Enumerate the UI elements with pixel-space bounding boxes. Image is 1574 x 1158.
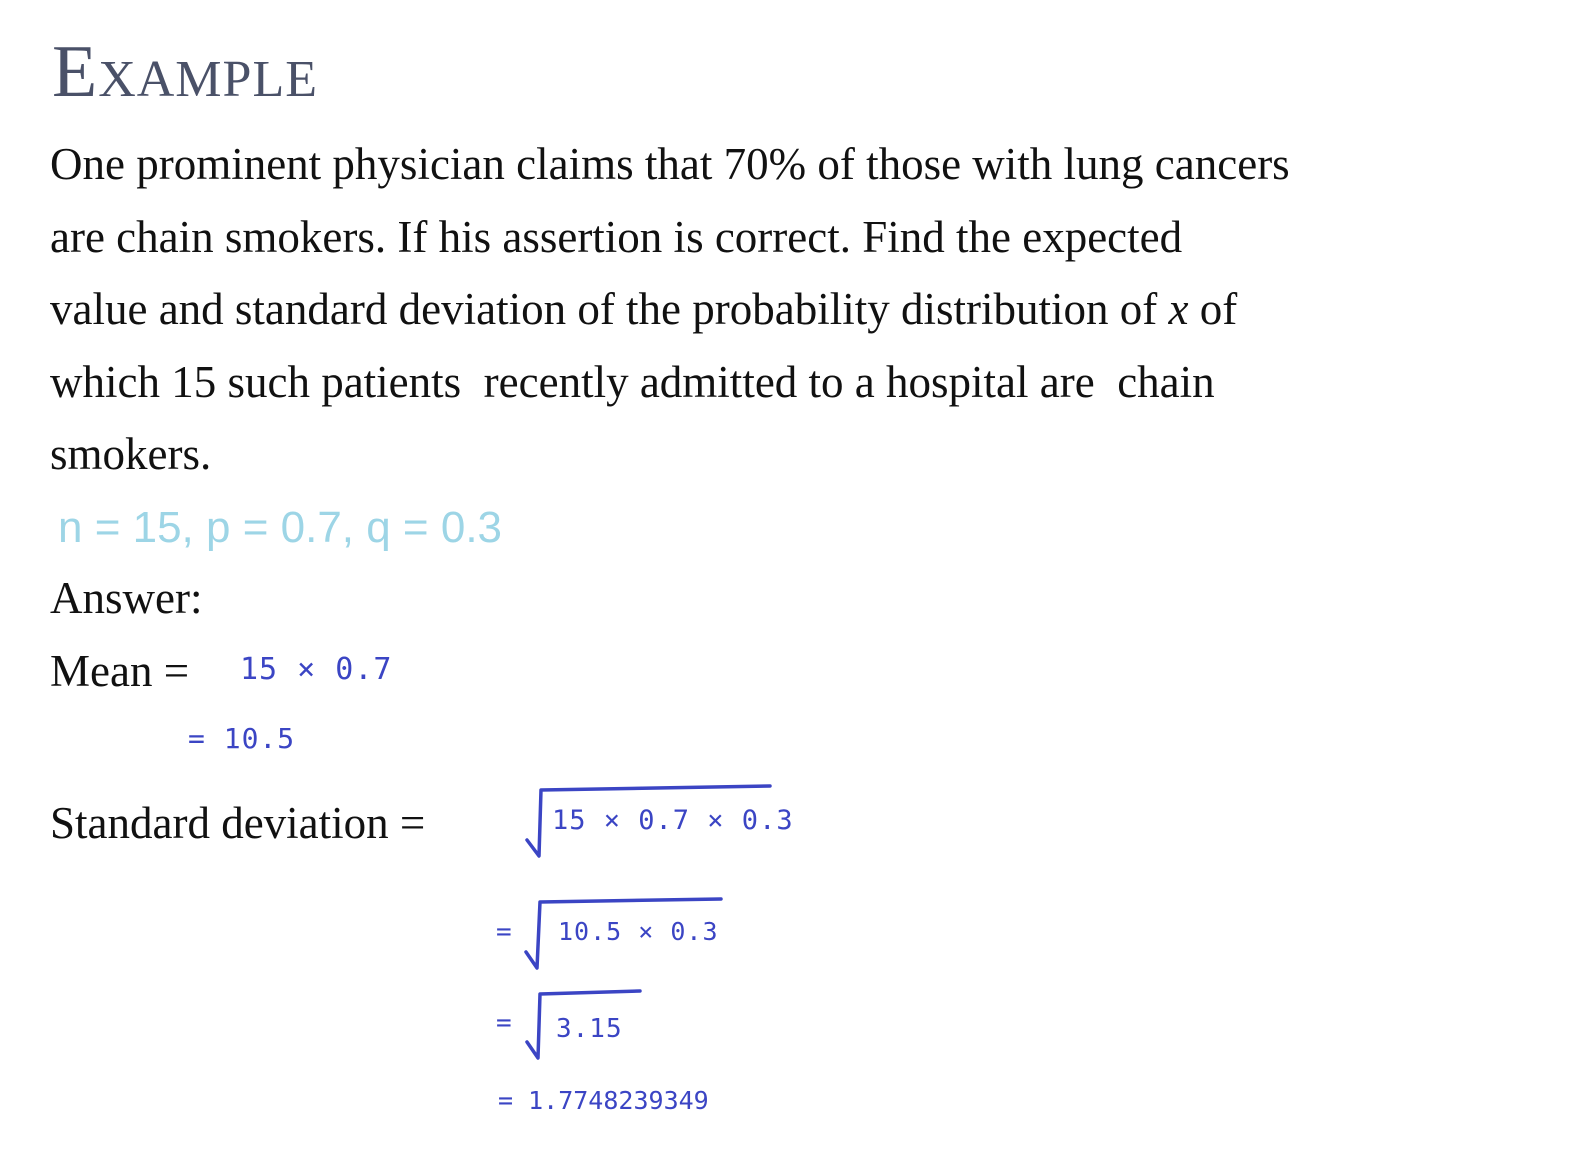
problem-line-3-text: value and standard deviation of the probability distribution of xyxy=(50,284,1158,334)
mean-work-result: = 10.5 xyxy=(188,722,296,755)
mean-label: Mean = xyxy=(50,646,190,696)
sd-work-result: = 1.7748239349 xyxy=(498,1086,709,1115)
sd-work-step-1: 15 × 0.7 × 0.3 xyxy=(552,805,794,836)
problem-line-2: are chain smokers. If his assertion is correct. Find the expected xyxy=(50,211,1183,262)
sd-work-equals-2: = xyxy=(496,917,512,947)
parameters-annotation: n = 15, p = 0.7, q = 0.3 xyxy=(58,503,503,552)
variable-x: x xyxy=(1168,284,1189,334)
problem-line-3-tail: of xyxy=(1188,284,1238,334)
sd-work-step-2: 10.5 × 0.3 xyxy=(558,917,719,946)
answer-label: Answer: xyxy=(50,573,203,623)
problem-line-5: smokers. xyxy=(50,429,212,479)
problem-line-4: which 15 such patients recently admitted to a hospital are chain xyxy=(50,356,1215,407)
slide-title: Example xyxy=(52,31,318,113)
mean-work-step-1: 15 × 0.7 xyxy=(240,652,393,687)
sd-work-step-3: 3.15 xyxy=(556,1014,623,1044)
sd-work-equals-3: = xyxy=(496,1008,512,1038)
problem-line-1: One prominent physician claims that 70% of those with lung cancers xyxy=(50,139,1290,189)
standard-deviation-label: Standard deviation = xyxy=(50,798,426,848)
